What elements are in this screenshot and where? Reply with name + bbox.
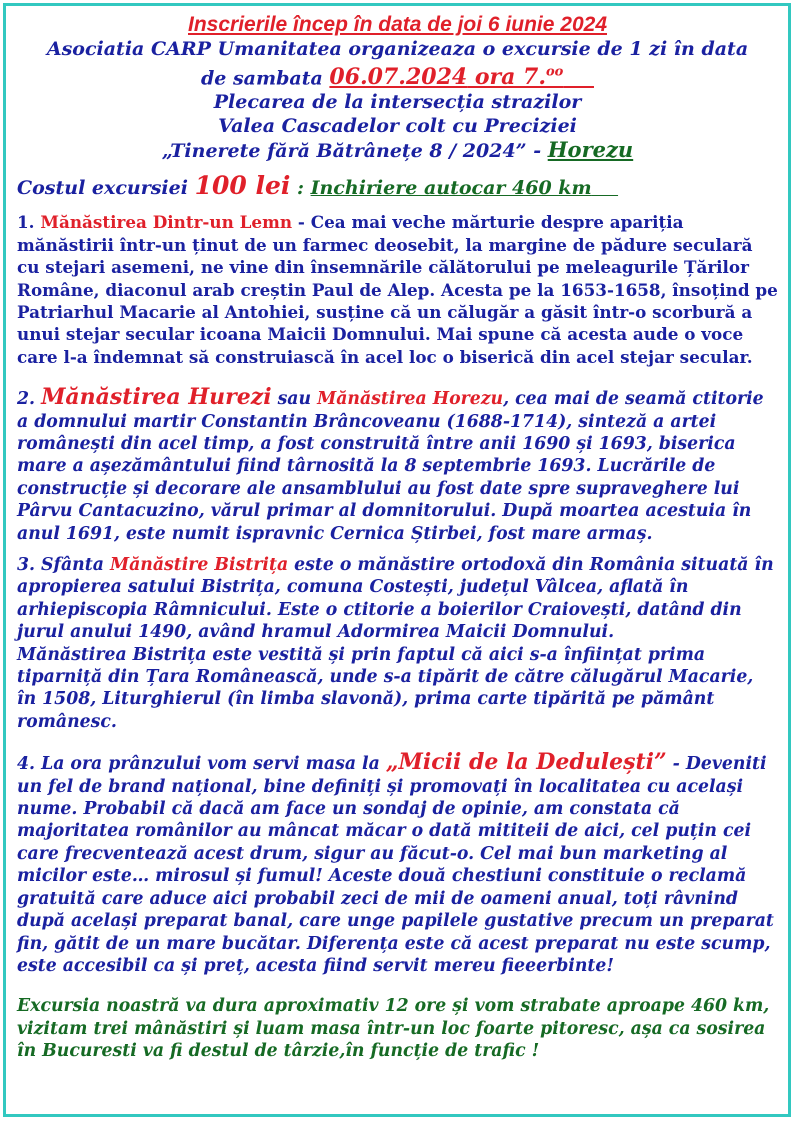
section-hurezi: 2. Mănăstirea Hurezi sau Mănăstirea Horezu, cea mai de seamă ctitorie a domnului martir Constantin Brâncoveanu (1688-1714), sinteză a artei românești din acel timp, a fost construită între anii 1690 și 1693, biserica mare a așezământului fiind târnosită la 8 septembrie 1693. Lucrările de construcție și decorare ale ansamblului au fost date spre supraveghere lui Pârvu Cantacuzino, vărul primar al domnitorului. După moartea acestuia în anul 1691, este numit ispravnic Cernica Știrbei, fost mare armaș. [17,384,764,544]
monastery-name: Mănăstire Bistrița [109,555,289,576]
flyer [3,3,791,1117]
destination: Horezu [547,137,634,163]
monastery-name: Mănăstirea Hurezi [41,384,272,411]
section-dintr-un-lemn: 1. Mănăstirea Dintr-un Lemn - Cea mai veche mărturie despre apariția mănăstirii într-un ținut de un farmec deosebit, la margine de pădure seculară cu stejari asemeni, ne vine din însemnările călătorului pe meleagurile Țărilor Române, diaconul arab creștin Paul de Alep. Acesta pe la 1653-1658, însoțind pe Patriarhul Macarie al Antohiei, susține că un călugăr a găsit într-o scorbură a unui stejar secular icoana Maicii Domnului. Mai spune că acesta aude o voce care l-a îndemnat să construiască în acel loc o biserică din acel stejar secular. [17,212,778,367]
monastery-alt-name: Mănăstirea Horezu [317,389,504,410]
enrollment-title: Inscrierile încep în data de joi 6 iunie 2024 [188,13,607,36]
monastery-name: Mănăstirea Dintr-un Lemn [40,212,293,233]
date-line: de sambata 06.07.2024 ora 7.$^{oo}$ [17,61,778,90]
trip-date: 06.07.2024 ora 7.$^{oo}$ [329,64,564,91]
restaurant-name: „Micii de la Dedulești” [385,749,667,776]
section-bistrita: 3. Sfânta Mănăstire Bistrița este o mănăstire ortodoxă din România situată în apropierea satului Bistrița, comuna Costești, județul Vâlcea, aflată în arhiepiscopia Râmnicului. Este o ctitorie a boierilor Craiovești, datând din jurul anului 1490, având hramul Adormirea Maicii Domnului. Mănăstirea Bistrița este vestită și prin faptul că aici s-a înființat prima tiparniță din Țara Românească, unde s-a tipărit de către călugărul Macarie, în 1508, Liturghierul (în limba slavonă), prima carte tipărită pe pământ românesc. [17,555,774,732]
announcement [17,37,778,163]
closing-note: Excursia noastră va dura aproximativ 12 ore și vom strabate aproape 460 km, vizitam trei mânăstiri și luam masa într-un loc foarte pitoresc, așa ca sosirea în Bucuresti va fi destul de târzie,în funcție de trafic ! [17,996,770,1062]
price: 100 lei [194,171,291,201]
section-lunch: 4. La ora prânzului vom servi masa la „Micii de la Dedulești” - Deveniti un fel de brand național, bine definiți și promovați în localitatea cu același nume. Probabil că dacă am face un sondaj de opinie, am constata că majoritatea românilor au mâncat măcar o dată mititeii de aici, cel puțin cei care frecventează acest drum, sigur au făcut-o. Cel mai bun marketing al micilor este… mirosul și fumul! Aceste două chestiuni constituie o reclamă gratuită care aduce aici probabil zeci de mii de oameni anual, toți râvnind după același preparat banal, care unge papilele gustative precum un preparat fin, gătit de un mare bucătar. Diferența este că acest preparat nu este scump, este accesibil ca și preț, acesta fiind servit mereu fieeerbinte! [17,749,774,976]
organizer-line: Asociatia CARP Umanitatea organizeaza o excursie de 1 zi în data [46,38,749,60]
cost-detail: Inchiriere autocar 460 km [310,177,592,200]
departure-location: Valea Cascadelor colt cu Preciziei [218,115,577,138]
departure-line: Plecarea de la intersecția strazilor [213,91,582,114]
program-line: „Tinerete fără Bătrânețe 8 / 2024” - Horezu [161,137,634,163]
cost-line: Costul excursiei 100 lei : Inchiriere autocar 460 km [17,172,778,202]
